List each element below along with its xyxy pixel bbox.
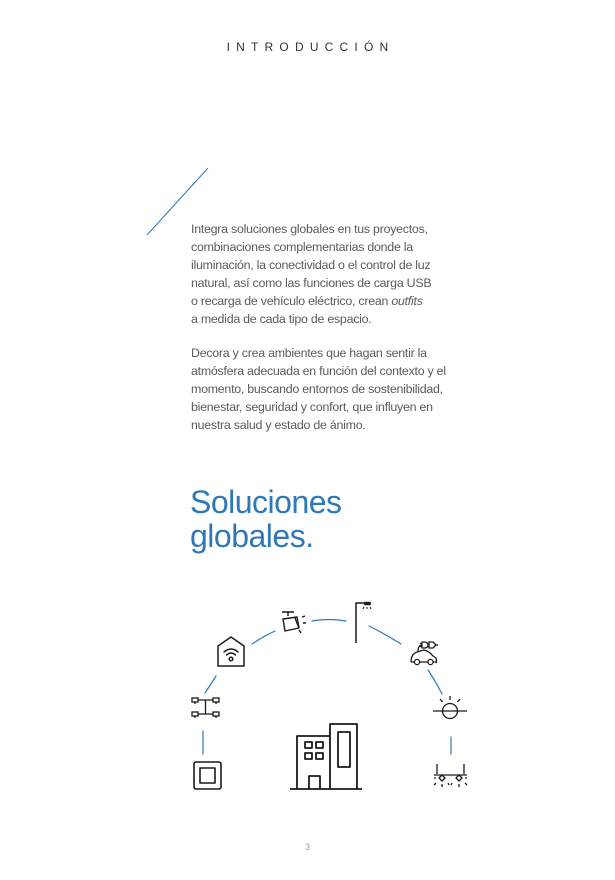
page-number: 3 [304, 842, 310, 852]
paragraph-line: Decora y crea ambientes que hagan sentir la [191, 346, 427, 360]
paragraph-line: nuestra salud y estado de ánimo. [191, 418, 366, 432]
light-switch-icon [194, 762, 221, 789]
sunrise-light-sensor-icon [433, 696, 467, 719]
paragraph-text: o recarga de vehículo eléctrico, crean [191, 294, 392, 308]
section-title: INTRODUCCIÓN [226, 40, 395, 54]
paragraph-line: iluminación, la conectividad o el control de luz [191, 258, 431, 272]
headline-line: globales. [190, 518, 314, 554]
paragraph-line: momento, buscando entornos de sostenibilidad, [191, 382, 443, 396]
connector-arcs [203, 620, 451, 755]
paragraph-line: Integra soluciones globales en tus proyectos, [191, 222, 428, 236]
smart-home-wifi-icon [218, 637, 244, 666]
ceiling-spotlight-icon [282, 612, 306, 633]
paragraph-line: combinaciones complementarias donde la [191, 240, 413, 254]
paragraph-line: atmósfera adecuada en función del contexto y el [191, 364, 446, 378]
street-lamp-icon [356, 603, 371, 644]
paragraph-line: bienestar, seguridad y confort, que influyen en [191, 400, 433, 414]
network-icon [192, 698, 219, 718]
italic-term: outfits [391, 294, 423, 308]
headline-line: Soluciones [190, 484, 342, 520]
downlight-fixture-icon [434, 764, 467, 787]
electric-car-charging-icon [411, 642, 438, 665]
paragraph-line: natural, así como las funciones de carga USB [191, 276, 432, 290]
paragraph-line: a medida de cada tipo de espacio. [191, 312, 372, 326]
building-icon [290, 724, 362, 789]
